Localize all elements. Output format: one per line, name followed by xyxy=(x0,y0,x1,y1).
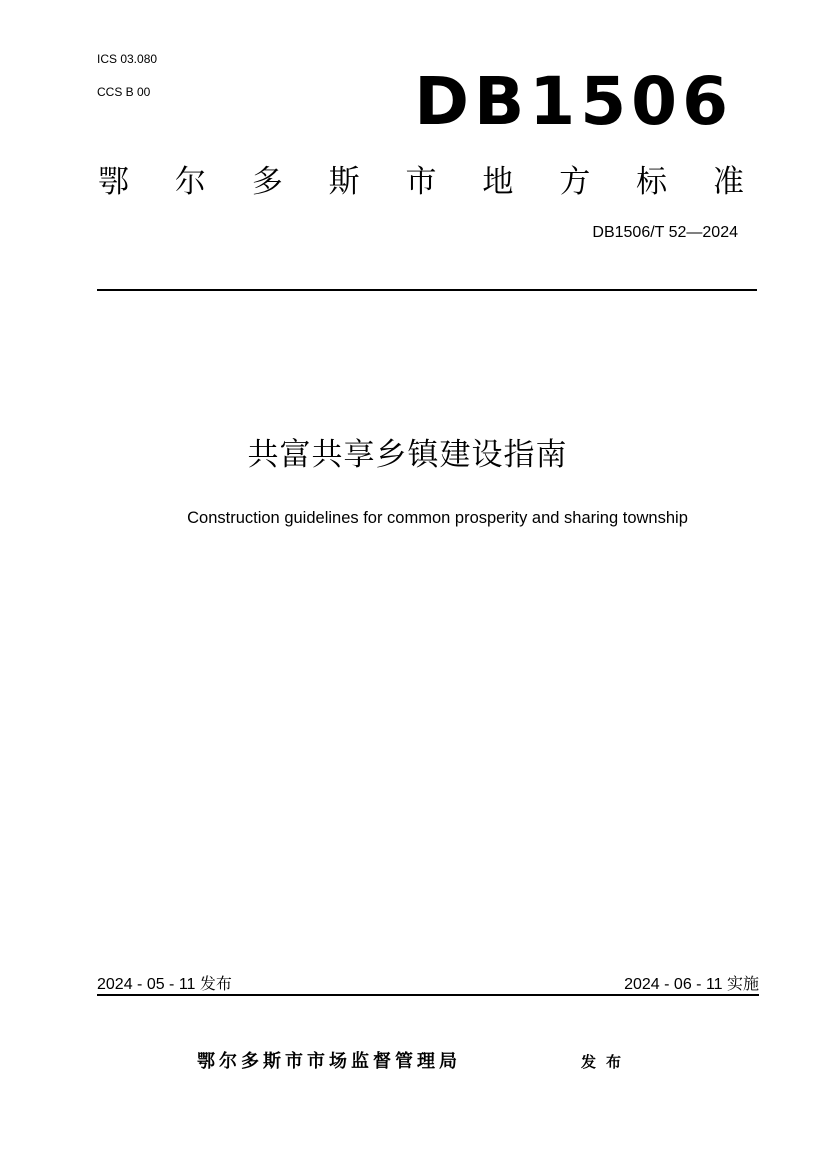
standard-type-char: 方 xyxy=(559,164,591,200)
standard-type-char: 多 xyxy=(251,164,283,200)
header-divider xyxy=(97,289,757,291)
standard-type-char: 准 xyxy=(713,164,744,200)
standard-type-char: 地 xyxy=(482,164,514,200)
standard-number: DB1506/T 52—2024 xyxy=(592,224,738,241)
standard-type-heading xyxy=(98,160,744,204)
standard-type-char: 尔 xyxy=(174,164,206,200)
standard-type-char: 鄂 xyxy=(98,164,129,200)
title-english: Construction guidelines for common prosperity and sharing township xyxy=(187,509,688,527)
issuing-authority: 鄂尔多斯市市场监督管理局 xyxy=(197,1051,461,1072)
footer-divider xyxy=(97,994,759,996)
ccs-code: CCS B 00 xyxy=(97,85,151,99)
standard-type-char: 标 xyxy=(636,164,668,200)
standard-mark: DB1506 xyxy=(414,63,733,140)
issue-date: 2024 - 05 - 11 发布 xyxy=(97,976,232,993)
title-chinese: 共富共享乡镇建设指南 xyxy=(247,437,568,473)
standard-type-char: 市 xyxy=(405,164,437,200)
issuer-action: 发布 xyxy=(581,1053,632,1071)
standard-type-char: 斯 xyxy=(328,164,360,200)
implementation-date: 2024 - 06 - 11 实施 xyxy=(624,976,759,993)
ics-code: ICS 03.080 xyxy=(97,52,158,66)
